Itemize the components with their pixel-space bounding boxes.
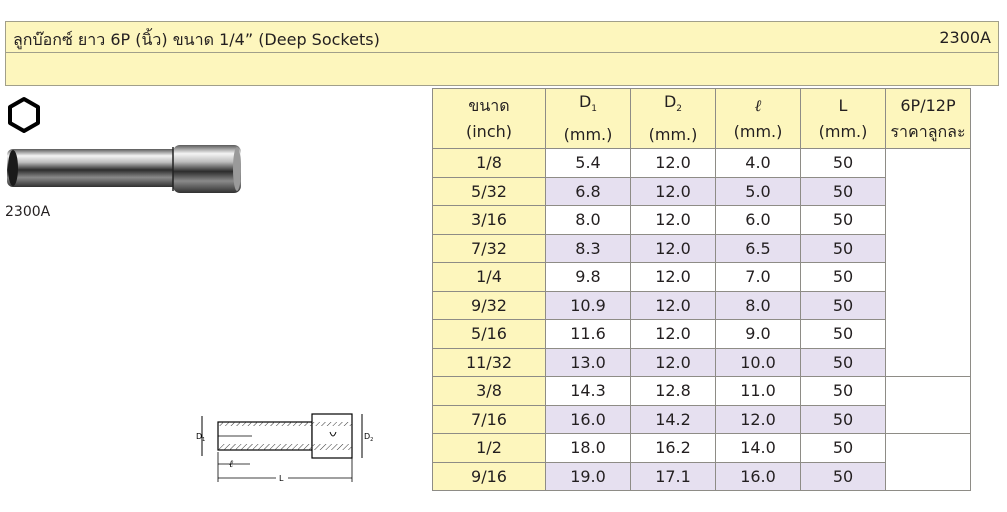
cell-L: 50 xyxy=(801,177,886,206)
subtitle-bar xyxy=(5,53,999,86)
cell-d2: 12.8 xyxy=(631,377,716,406)
cell-L: 50 xyxy=(801,291,886,320)
col-header-l-small: ℓ (mm.) xyxy=(716,89,801,149)
cell-d2: 12.0 xyxy=(631,149,716,178)
cell-d1: 8.3 xyxy=(546,234,631,263)
cell-d1: 19.0 xyxy=(546,462,631,491)
l-label: L xyxy=(279,474,284,483)
table-row xyxy=(433,149,971,178)
cell-d2: 12.0 xyxy=(631,234,716,263)
cell-d2: 12.0 xyxy=(631,348,716,377)
cell-size: 9/16 xyxy=(433,462,546,491)
cell-L: 50 xyxy=(801,348,886,377)
cell-l: 6.5 xyxy=(716,234,801,263)
cell-l: 6.0 xyxy=(716,206,801,235)
cell-L: 50 xyxy=(801,377,886,406)
cell-size: 7/16 xyxy=(433,405,546,434)
table-row xyxy=(433,434,971,463)
product-code: 2300A xyxy=(939,28,991,47)
cell-d1: 9.8 xyxy=(546,263,631,292)
col-header-price: 6P/12P ราคาลูกละ xyxy=(886,89,971,149)
cell-d1: 8.0 xyxy=(546,206,631,235)
table-row xyxy=(433,377,971,406)
cell-size: 11/32 xyxy=(433,348,546,377)
title-bar xyxy=(5,21,999,53)
cell-l: 14.0 xyxy=(716,434,801,463)
cell-size: 1/2 xyxy=(433,434,546,463)
cell-l: 10.0 xyxy=(716,348,801,377)
cell-l: 16.0 xyxy=(716,462,801,491)
col-header-size: ขนาด (inch) xyxy=(433,89,546,149)
cell-L: 50 xyxy=(801,434,886,463)
cell-l: 4.0 xyxy=(716,149,801,178)
deep-socket-image xyxy=(7,143,243,197)
cell-d2: 12.0 xyxy=(631,291,716,320)
col-header-d1: $D_1$ (mm.) xyxy=(546,89,631,149)
cell-size: 1/8 xyxy=(433,149,546,178)
cell-l: 8.0 xyxy=(716,291,801,320)
spec-table xyxy=(432,88,971,491)
cell-d1: 18.0 xyxy=(546,434,631,463)
cell-L: 50 xyxy=(801,462,886,491)
cell-l: 7.0 xyxy=(716,263,801,292)
col-header-L: L (mm.) xyxy=(801,89,886,149)
cell-d1: 14.3 xyxy=(546,377,631,406)
cell-d2: 14.2 xyxy=(631,405,716,434)
cell-d1: 6.8 xyxy=(546,177,631,206)
cell-L: 50 xyxy=(801,206,886,235)
cell-d1: 13.0 xyxy=(546,348,631,377)
cell-d2: 17.1 xyxy=(631,462,716,491)
cell-d1: 10.9 xyxy=(546,291,631,320)
cell-d2: 12.0 xyxy=(631,320,716,349)
cell-l: 11.0 xyxy=(716,377,801,406)
col-header-d2: $D_2$ (mm.) xyxy=(631,89,716,149)
l-small-label: ℓ xyxy=(229,459,234,470)
page-title: ลูกบ๊อกซ์ ยาว 6P (นิ้ว) ขนาด 1/4” (Deep Sockets) xyxy=(13,30,380,49)
cell-size: 3/16 xyxy=(433,206,546,235)
cell-size: 9/32 xyxy=(433,291,546,320)
cell-size: 5/16 xyxy=(433,320,546,349)
d1-label: $D_1$ xyxy=(196,432,206,443)
price-cell-group-3 xyxy=(886,434,971,491)
cell-size: 3/8 xyxy=(433,377,546,406)
cell-d2: 12.0 xyxy=(631,206,716,235)
cell-d1: 16.0 xyxy=(546,405,631,434)
cell-d1: 5.4 xyxy=(546,149,631,178)
cell-L: 50 xyxy=(801,149,886,178)
hexagon-6p-icon xyxy=(5,96,43,134)
cell-L: 50 xyxy=(801,320,886,349)
cell-size: 1/4 xyxy=(433,263,546,292)
model-label: 2300A xyxy=(5,204,51,220)
price-cell-group-2 xyxy=(886,377,971,434)
cell-L: 50 xyxy=(801,263,886,292)
cell-d1: 11.6 xyxy=(546,320,631,349)
d2-label: $D_2$ xyxy=(364,432,374,443)
cell-l: 12.0 xyxy=(716,405,801,434)
table-header-row xyxy=(433,89,971,149)
cell-size: 5/32 xyxy=(433,177,546,206)
cell-d2: 12.0 xyxy=(631,177,716,206)
cell-l: 5.0 xyxy=(716,177,801,206)
dimension-drawing xyxy=(192,408,382,488)
cell-L: 50 xyxy=(801,405,886,434)
cell-size: 7/32 xyxy=(433,234,546,263)
cell-L: 50 xyxy=(801,234,886,263)
cell-d2: 16.2 xyxy=(631,434,716,463)
price-cell-group-1 xyxy=(886,149,971,377)
cell-l: 9.0 xyxy=(716,320,801,349)
cell-d2: 12.0 xyxy=(631,263,716,292)
